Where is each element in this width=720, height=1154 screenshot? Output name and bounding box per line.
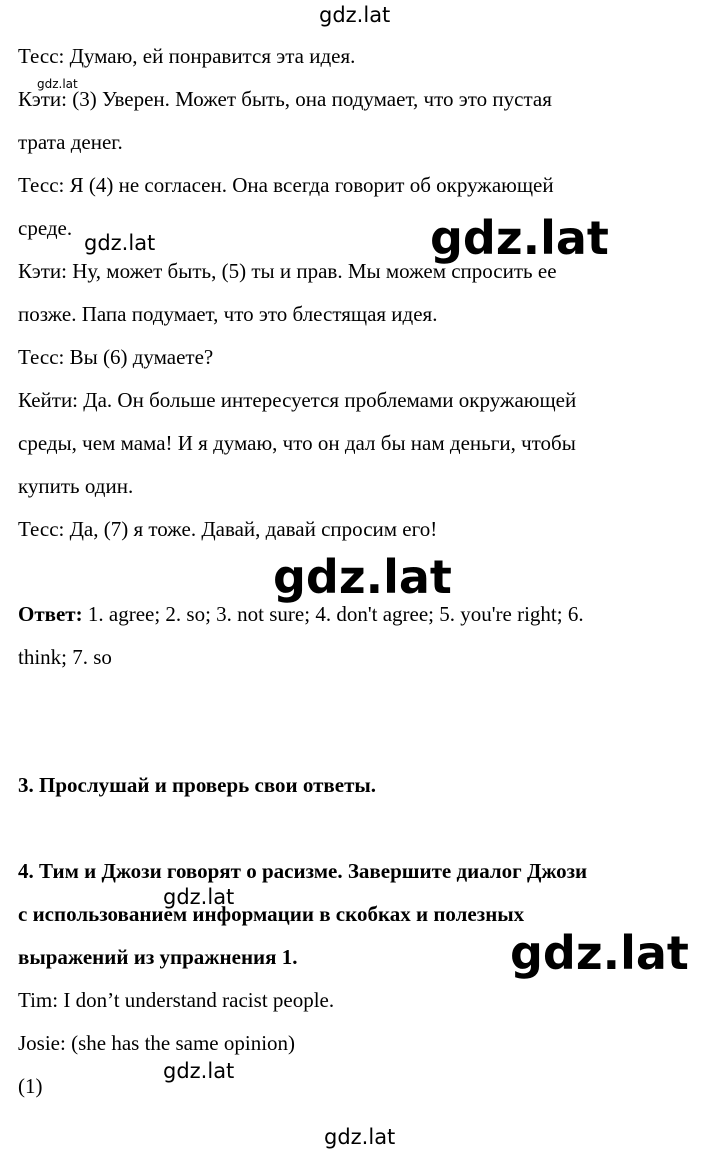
watermark: gdz.lat bbox=[324, 1125, 396, 1149]
dialogue-line: трата денег. bbox=[18, 130, 123, 154]
watermark: gdz.lat bbox=[163, 885, 235, 909]
watermark: gdz.lat bbox=[430, 211, 609, 265]
watermark: gdz.lat bbox=[84, 231, 156, 255]
answer-text: 1. agree; 2. so; 3. not sure; 4. don't agree; 5. you're right; 6. bbox=[82, 602, 584, 626]
task-heading: 4. Тим и Джози говорят о расизме. Завершите диалог Джози bbox=[18, 859, 588, 883]
answer-line bbox=[18, 604, 584, 625]
dialogue-line: Josie: (she has the same opinion) bbox=[18, 1031, 296, 1055]
task-heading: 3. Прослушай и проверь свои ответы. bbox=[18, 773, 377, 797]
dialogue-line: Тесс: Вы (6) думаете? bbox=[18, 345, 214, 369]
dialogue-line: (1) bbox=[18, 1074, 43, 1098]
dialogue-line: среде. bbox=[18, 216, 73, 240]
answer-label: Ответ: bbox=[18, 602, 83, 626]
dialogue-line: позже. Папа подумает, что это блестящая идея. bbox=[18, 302, 438, 326]
dialogue-line: Тесс: Думаю, ей понравится эта идея. bbox=[18, 44, 356, 68]
dialogue-line: купить один. bbox=[18, 474, 134, 498]
dialogue-line: Кэти: (3) Уверен. Может быть, она подумает, что это пустая bbox=[18, 87, 552, 111]
task-heading: с использованием информации в скобках и полезных bbox=[18, 902, 525, 926]
watermark: gdz.lat bbox=[319, 3, 391, 27]
watermark: gdz.lat bbox=[510, 926, 689, 980]
answer-line: think; 7. so bbox=[18, 645, 112, 669]
watermark: gdz.lat bbox=[273, 550, 452, 604]
dialogue-line: Кэти: Ну, может быть, (5) ты и прав. Мы можем спросить ее bbox=[18, 259, 557, 283]
dialogue-line: Тесс: Да, (7) я тоже. Давай, давай спросим его! bbox=[18, 517, 438, 541]
dialogue-line: Кейти: Да. Он больше интересуется проблемами окружающей bbox=[18, 388, 577, 412]
task-heading: выражений из упражнения 1. bbox=[18, 945, 298, 969]
watermark: gdz.lat bbox=[37, 77, 78, 91]
dialogue-line: среды, чем мама! И я думаю, что он дал бы нам деньги, чтобы bbox=[18, 431, 576, 455]
dialogue-line: Тесс: Я (4) не согласен. Она всегда говорит об окружающей bbox=[18, 173, 554, 197]
dialogue-line: Tim: I don’t understand racist people. bbox=[18, 988, 335, 1012]
watermark: gdz.lat bbox=[163, 1059, 235, 1083]
